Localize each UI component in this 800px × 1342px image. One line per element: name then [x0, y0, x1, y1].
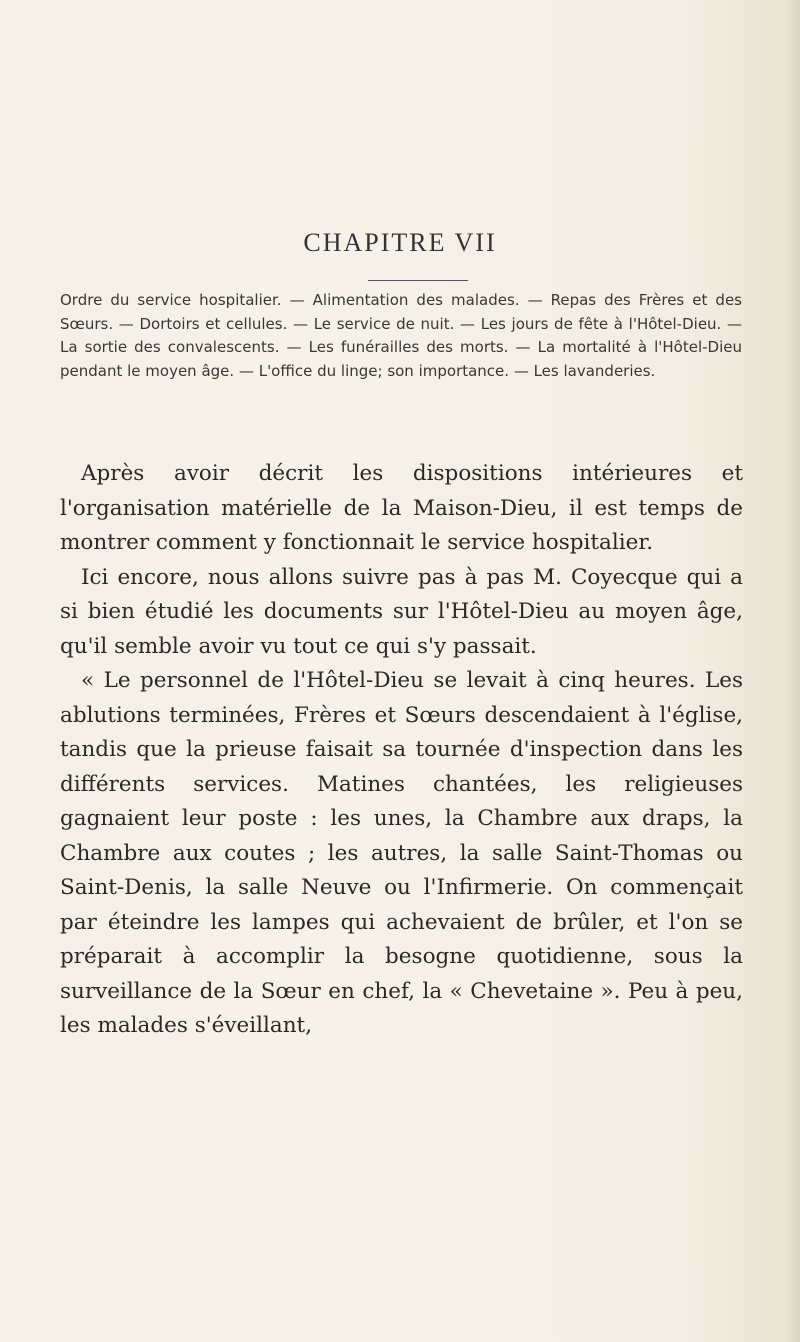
body-text	[60, 457, 743, 1044]
paragraph-quotation: « Le personnel de l'Hôtel-Dieu se levait à cinq heures. Les ablutions terminées, Frères et Sœurs descendaient à l'église, tandis que la prieuse faisait sa tournée d'inspection dans les différents services. Matines chantées, les religieuses gagnaient leur poste : les unes, la Chambre aux draps, la Chambre aux coutes ; les autres, la salle Saint-Thomas ou Saint-Denis, la salle Neuve ou l'Infirmerie. On commençait par éteindre les lampes qui achevaient de brûler, et l'on se préparait à accomplir la besogne quotidienne, sous la surveillance de la Sœur en chef, la « Chevetaine ». Peu à peu, les malades s'éveillant,	[60, 668, 743, 1038]
chapter-summary: Ordre du service hospitalier. — Alimentation des malades. — Repas des Frères et des Sœurs. — Dortoirs et cellules. — Le service de nuit. — Les jours de fête à l'Hôtel-Dieu. — La sortie des convalescents. — Les funérailles des morts. — La mortalité à l'Hôtel-Dieu pendant le moyen âge. — L'office du linge; son importance. — Les lavanderies.	[60, 291, 742, 380]
paragraph-coyecque: Ici encore, nous allons suivre pas à pas M. Coyecque qui a si bien étudié les documents sur l'Hôtel-Dieu au moyen âge, qu'il semble avoir vu tout ce qui s'y passait.	[60, 564, 743, 659]
title-divider	[368, 280, 468, 281]
page-edge-shadow	[786, 0, 800, 1342]
paragraph-intro: Après avoir décrit les dispositions intérieures et l'organisation matérielle de la Maison-Dieu, il est temps de montrer comment y fonctionnait le service hospitalier.	[60, 461, 743, 555]
chapter-title: CHAPITRE VII	[303, 228, 497, 257]
